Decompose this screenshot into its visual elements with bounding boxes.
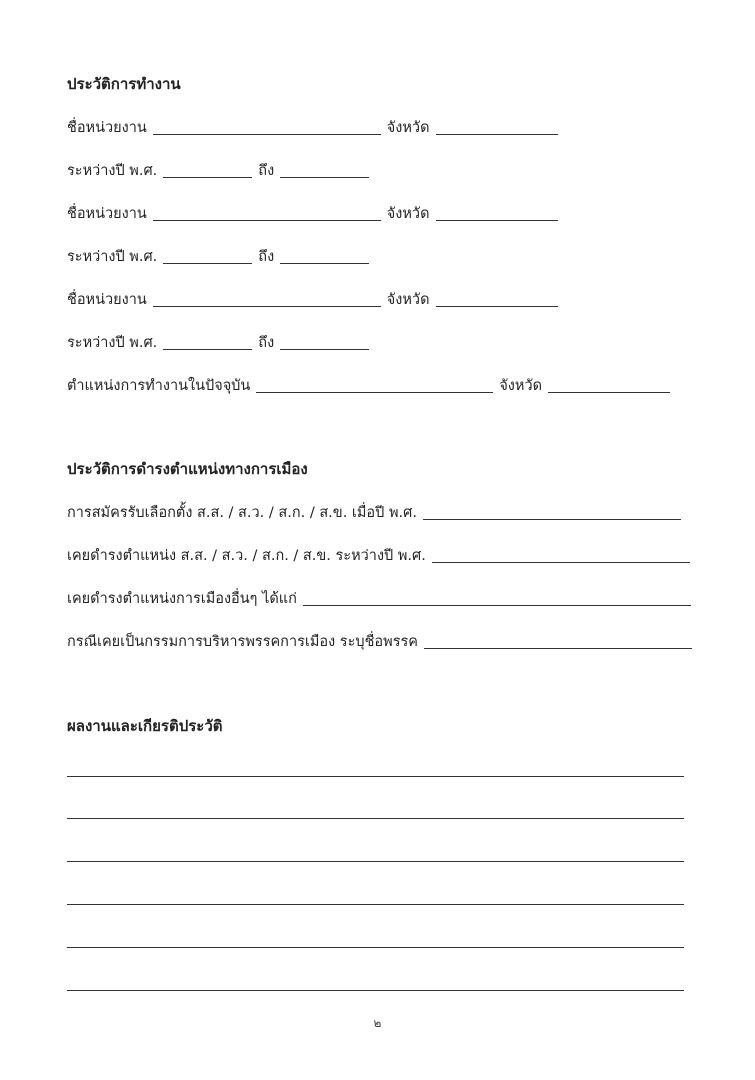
candidacy-year-field[interactable] [423,503,681,520]
work-history-heading: ประวัติการทำงาน [67,75,181,93]
party-committee-row [67,627,692,651]
current-province-field[interactable] [548,376,670,393]
candidacy-label: การสมัครรับเลือกตั้ง ส.ส. / ส.ว. / ส.ก. / ส.ข. เมื่อปี พ.ศ. [67,505,417,521]
page-number: ๒ [373,1016,382,1030]
achievements-line-2[interactable] [67,818,684,819]
period-to-label: ถึง [258,249,275,265]
period-to-field[interactable] [280,247,369,264]
work-entry-2-org-row [67,199,558,223]
achievements-line-1[interactable] [67,776,684,777]
achievements-line-6[interactable] [67,990,684,991]
province-label: จังหวัด [386,206,430,222]
achievements-line-5[interactable] [67,947,684,948]
period-label: ระหว่างปี พ.ศ. [67,249,158,265]
province-label: จังหวัด [386,292,430,308]
province-field[interactable] [436,204,558,221]
achievements-heading: ผลงานและเกียรติประวัติ [67,717,223,735]
other-position-label: เคยดำรงตำแหน่งการเมืองอื่นๆ ได้แก่ [67,591,297,607]
province-label: จังหวัด [386,120,430,136]
current-position-label: ตำแหน่งการทำงานในปัจจุบัน [67,378,251,394]
province-field[interactable] [436,118,558,135]
org-label: ชื่อหน่วยงาน [67,206,147,222]
period-label: ระหว่างปี พ.ศ. [67,335,158,351]
work-entry-2-period-row [67,242,369,266]
political-history-heading: ประวัติการดำรงตำแหน่งทางการเมือง [67,460,308,478]
org-name-field[interactable] [153,290,381,307]
current-position-row [67,371,670,395]
other-position-field[interactable] [303,589,691,606]
work-entry-1-period-row [67,156,369,180]
period-label: ระหว่างปี พ.ศ. [67,163,158,179]
work-entry-3-org-row [67,285,558,309]
other-position-row [67,584,691,608]
achievements-line-3[interactable] [67,861,684,862]
current-position-field[interactable] [256,376,493,393]
period-to-label: ถึง [258,163,275,179]
period-from-field[interactable] [163,161,252,178]
period-to-field[interactable] [280,161,369,178]
achievements-line-4[interactable] [67,904,684,905]
org-name-field[interactable] [153,118,381,135]
org-name-field[interactable] [153,204,381,221]
held-position-row [67,541,690,565]
party-committee-label: กรณีเคยเป็นกรรมการบริหารพรรคการเมือง ระบุชื่อพรรค [67,634,418,650]
current-province-label: จังหวัด [499,378,543,394]
org-label: ชื่อหน่วยงาน [67,120,147,136]
period-from-field[interactable] [163,333,252,350]
period-to-label: ถึง [258,335,275,351]
period-to-field[interactable] [280,333,369,350]
held-position-label: เคยดำรงตำแหน่ง ส.ส. / ส.ว. / ส.ก. / ส.ข. ระหว่างปี พ.ศ. [67,548,426,564]
work-entry-3-period-row [67,328,369,352]
party-name-field[interactable] [424,632,692,649]
period-from-field[interactable] [163,247,252,264]
work-entry-1-org-row [67,113,558,137]
org-label: ชื่อหน่วยงาน [67,292,147,308]
held-position-years-field[interactable] [432,546,690,563]
province-field[interactable] [436,290,558,307]
candidacy-row [67,498,681,522]
